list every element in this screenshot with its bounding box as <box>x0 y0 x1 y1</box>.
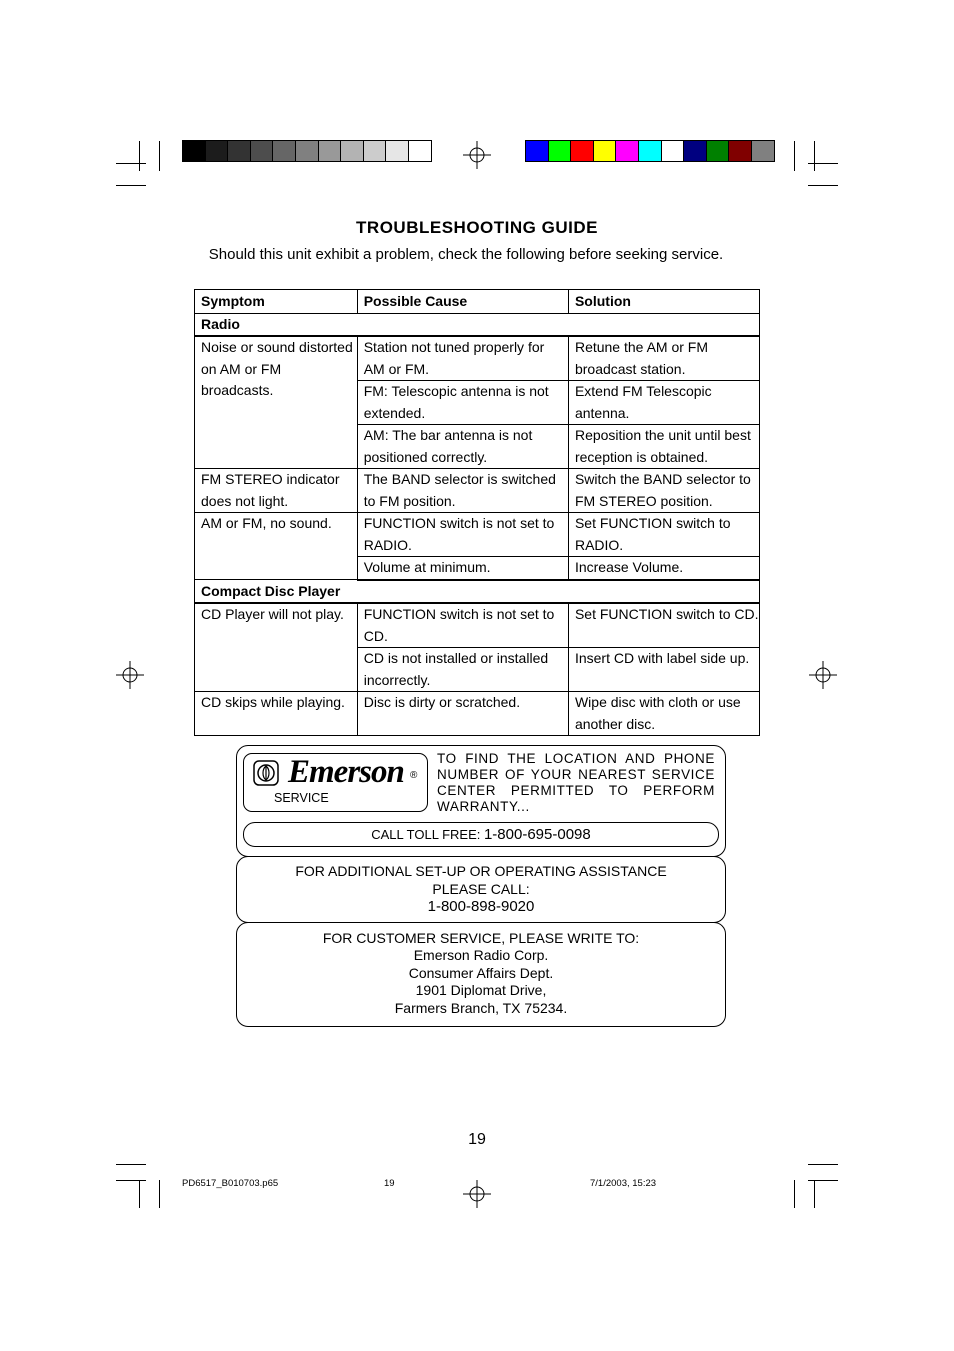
crop-mark <box>814 141 815 171</box>
column-header: Symptom <box>195 290 358 314</box>
write-line: Farmers Branch, TX 75234. <box>394 1000 568 1016</box>
column-header: Possible Cause <box>357 290 568 314</box>
registration-mark-icon <box>463 1180 491 1208</box>
cause-cell: AM: The bar antenna is not positioned correctly. <box>357 425 568 469</box>
solution-cell: Set FUNCTION switch to CD. <box>568 603 759 648</box>
solution-cell: Set FUNCTION switch to RADIO. <box>568 513 759 557</box>
intro-text: Should this unit exhibit a problem, check the following before seeking service. <box>208 246 724 263</box>
color-swatch <box>385 140 409 162</box>
color-swatch <box>318 140 342 162</box>
color-swatch <box>570 140 594 162</box>
solution-cell: Wipe disc with cloth or use another disc. <box>568 692 759 736</box>
write-line: 1901 Diplomat Drive, <box>415 982 547 998</box>
color-swatch <box>250 140 274 162</box>
crop-mark <box>808 1180 838 1181</box>
crop-mark <box>139 141 140 171</box>
assistance-line: PLEASE CALL: <box>432 881 530 897</box>
cause-cell: Disc is dirty or scratched. <box>357 692 568 736</box>
color-swatch <box>340 140 364 162</box>
crop-mark <box>808 163 838 164</box>
cause-cell: FM: Telescopic antenna is not extended. <box>357 381 568 425</box>
solution-cell: Extend FM Telescopic antenna. <box>568 381 759 425</box>
table-row <box>195 603 760 648</box>
footer-page: 19 <box>384 1178 395 1189</box>
section-label: Compact Disc Player <box>195 580 760 604</box>
crop-mark <box>159 1180 160 1208</box>
assistance-line: FOR ADDITIONAL SET-UP OR OPERATING ASSISTANCE <box>295 863 667 879</box>
crop-mark <box>116 185 146 186</box>
color-swatch <box>706 140 730 162</box>
crop-mark <box>116 163 146 164</box>
color-swatch <box>615 140 639 162</box>
cause-cell: Volume at minimum. <box>357 557 568 580</box>
crop-mark <box>159 141 160 171</box>
color-swatch <box>661 140 685 162</box>
crop-mark <box>794 141 795 171</box>
toll-free-bar <box>243 822 719 847</box>
cause-cell: FUNCTION switch is not set to RADIO. <box>357 513 568 557</box>
emerson-emblem-icon <box>253 760 279 786</box>
cause-cell: FUNCTION switch is not set to CD. <box>357 603 568 648</box>
table-header-row <box>195 290 760 314</box>
solution-cell: Retune the AM or FM broadcast station. <box>568 336 759 381</box>
solution-cell: Insert CD with label side up. <box>568 648 759 692</box>
footer-date: 7/1/2003, 15:23 <box>590 1178 657 1189</box>
column-header: Solution <box>568 290 759 314</box>
toll-free-label: CALL TOLL FREE: <box>371 827 484 842</box>
color-swatch <box>525 140 549 162</box>
crop-mark <box>116 1164 146 1165</box>
cause-cell: Station not tuned properly for AM or FM. <box>357 336 568 381</box>
table-row <box>195 336 760 381</box>
color-swatch <box>548 140 572 162</box>
color-swatch <box>751 140 775 162</box>
color-swatch <box>638 140 662 162</box>
service-label: SERVICE <box>274 791 329 805</box>
crop-mark <box>794 1180 795 1208</box>
symptom-cell: FM STEREO indicator does not light. <box>195 469 358 513</box>
symptom-cell: AM or FM, no sound. <box>195 513 358 580</box>
crop-mark <box>808 185 838 186</box>
color-swatch <box>295 140 319 162</box>
section-row <box>195 313 760 336</box>
table-row <box>195 692 760 736</box>
cause-cell: The BAND selector is switched to FM position. <box>357 469 568 513</box>
color-swatch <box>683 140 707 162</box>
cause-cell: CD is not installed or installed incorrectly. <box>357 648 568 692</box>
emerson-service-logo <box>243 753 428 812</box>
troubleshooting-table <box>194 289 760 736</box>
crop-mark <box>814 1180 815 1208</box>
symptom-cell: Noise or sound distorted on AM or FM broadcasts. <box>195 336 358 469</box>
section-row <box>195 580 760 604</box>
brand-name: Emerson <box>288 754 404 790</box>
color-swatch <box>272 140 296 162</box>
registration-mark-icon <box>809 661 837 689</box>
registered-mark: ® <box>410 770 418 781</box>
toll-free-number: 1-800-695-0098 <box>483 826 591 843</box>
section-label: Radio <box>195 313 760 336</box>
color-swatch <box>593 140 617 162</box>
symptom-cell: CD Player will not play. <box>195 603 358 692</box>
write-line: FOR CUSTOMER SERVICE, PLEASE WRITE TO: <box>322 930 640 946</box>
registration-mark-icon <box>116 661 144 689</box>
write-line: Emerson Radio Corp. <box>413 947 549 963</box>
page-title: TROUBLESHOOTING GUIDE <box>356 218 598 237</box>
assistance-number: 1-800-898-9020 <box>427 898 535 915</box>
table-row <box>195 469 760 513</box>
color-swatch <box>728 140 752 162</box>
solution-cell: Switch the BAND selector to FM STEREO position. <box>568 469 759 513</box>
service-locator-text: TO FIND THE LOCATION AND PHONE NUMBER OF YOUR NEAREST SERVICE CENTER PERMITTED TO PERFORM WARRANTY... <box>437 751 715 814</box>
registration-mark-icon <box>463 141 491 169</box>
color-swatch <box>363 140 387 162</box>
solution-cell: Reposition the unit until best reception is obtained. <box>568 425 759 469</box>
color-swatch <box>182 140 206 162</box>
page-number: 19 <box>468 1131 486 1148</box>
write-line: Consumer Affairs Dept. <box>408 965 554 981</box>
solution-cell: Increase Volume. <box>568 557 759 580</box>
crop-mark <box>139 1180 140 1208</box>
symptom-cell: CD skips while playing. <box>195 692 358 736</box>
table-row <box>195 513 760 557</box>
crop-mark <box>116 1180 146 1181</box>
crop-mark <box>808 1164 838 1165</box>
color-swatch <box>408 140 432 162</box>
footer-filename: PD6517_B010703.p65 <box>182 1178 279 1189</box>
color-swatch <box>205 140 229 162</box>
color-swatch <box>227 140 251 162</box>
